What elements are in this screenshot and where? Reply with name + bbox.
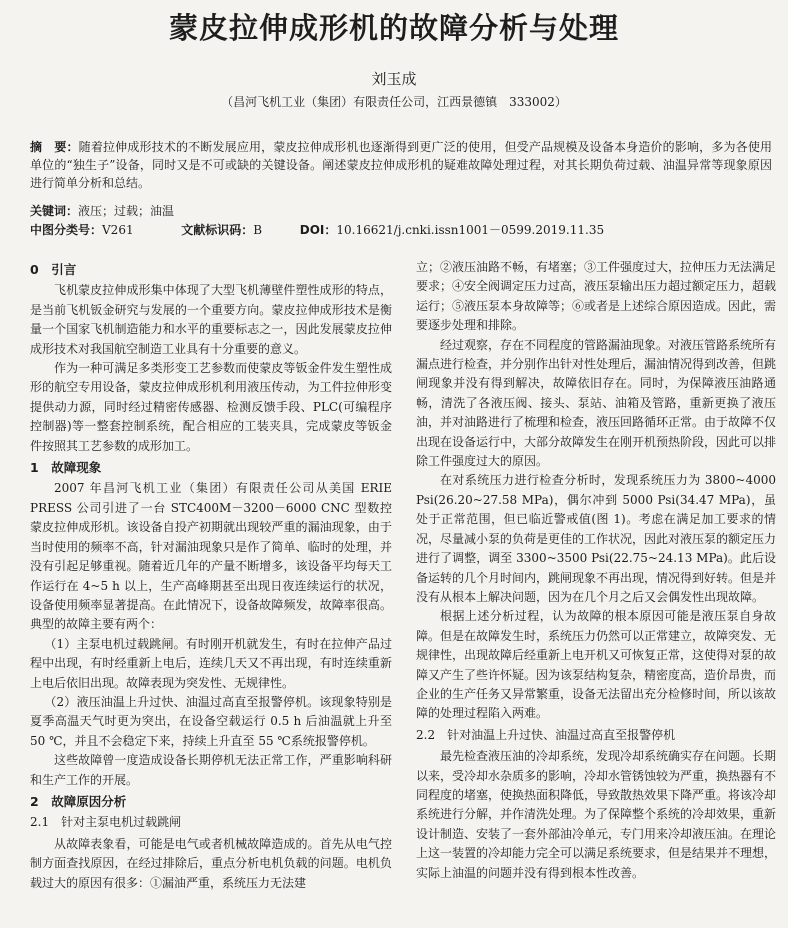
paragraph: 最先检查液压油的冷却系统，发现冷却系统确实存在问题。长期以来，受冷却水杂质多的影响，冷却水管锈蚀较为严重，换热器有不同程度的堵塞，使换热面积降低，导致散热效果下降严重。将该冷却系统进行分解，并作清洗处理。为了保障整个系统的冷却效果，重新设计制造、安装了一套外部油冷单元，专门用来冷却液压油。在理论上这一装置的冷却能力完全可以满足系统要求，但是结果并不理想，实际上油温的问题并没有得到根本性改善。 — [416, 749, 777, 880]
affiliation: （昌河飞机工业（集团）有限责任公司，江西景德镇 333002） — [221, 95, 567, 109]
abstract-text: 随着拉伸成形技术的不断发展应用，蒙皮拉伸成形机也逐渐得到更广泛的使用，但受产品规模及设备本身造价的影响，多为各使用单位的“独生子”设备，同时又是不可或缺的关键设备。阐述蒙皮拉伸成形机的疑难故障处理过程，对其长期负荷过载、油温异常等现象原因进行简单分析和总结。 — [30, 140, 772, 190]
paragraph: 飞机蒙皮拉伸成形集中体现了大型飞机薄壁件塑性成形的特点，是当前飞机钣金研究与发展的一个重要方向。蒙皮拉伸成形技术是衡量一个国家飞机制造能力和水平的重要标志之一，因此发展蒙皮拉伸成形技术对我国航空制造工业具有十分重要的意义。 — [30, 283, 392, 356]
section-heading-cause: 2 故障原因分析 — [30, 793, 127, 809]
paragraph: 在对系统压力进行检查分析时，发现系统压力为 3800~4000 Psi(26.20~27.58 MPa)，偶尔冲到 5000 Psi(34.47 MPa)，虽处于正常范围，但已临近警戒值(图 1)。考虑在满足加工要求的情况，尽量减小泵的负荷是更佳的工作状况，因此对液压泵的额定压力进行了调整，调至 3300~3500 Psi(22.75~24.13 MPa)。此后设备运转的几个月时间内，跳闸现象不再出现，情况得到好转。但是并没有从根本上解决问题，因为在几个月之后又会偶发性出现故障。 — [416, 473, 777, 604]
abstract — [30, 138, 772, 192]
classification-line — [30, 221, 772, 239]
doi-label: DOI： — [299, 223, 337, 237]
doc-code-label: 文献标识码： — [181, 223, 254, 237]
section-heading-fault: 1 故障现象 — [30, 460, 102, 476]
paragraph: 这些故障曾一度造成设备长期停机无法正常工作，严重影响科研和生产工作的开展。 — [30, 753, 392, 787]
paragraph: 经过观察，存在不同程度的管路漏油现象。对液压管路系统所有漏点进行检查，并分别作出针对性处理后，漏油情况得到改善，但跳闸现象并没有得到解决，故障依旧存在。同时，为保障液压油路通畅，清洗了各液压阀、接头、泵站、油箱及管路，重新更换了液压油，并对油路进行了梳理和检查，液压回路循环正常。由于故障不仅出现在设备运行中，大部分故障发生在刚开机预热阶段，因此可以排除工件强度过大的原因。 — [416, 337, 777, 469]
classification-label: 中图分类号： — [30, 223, 103, 237]
doi-value: 10.16621/j.cnki.issn1001－0599.2019.11.35 — [336, 223, 605, 237]
classification-value: V261 — [102, 223, 134, 237]
subsection-heading-2-1: 2.1 针对主泵电机过载跳闸 — [30, 815, 182, 830]
paragraph: 从故障表象看，可能是电气或者机械故障造成的。首先从电气控制方面查找原因，在经过排除后，重点分析电机负载的问题。电机负载过大的原因有很多：①漏油严重，系统压力无法建 — [30, 836, 392, 890]
subsection-heading-2-2: 2.2 针对油温上升过快、油温过高直至报警停机 — [416, 727, 676, 742]
keywords — [30, 202, 772, 220]
right-column — [416, 258, 776, 883]
keywords-label: 关键词： — [30, 204, 79, 218]
abstract-label: 摘 要： — [30, 140, 79, 154]
author: 刘玉成 — [371, 70, 417, 88]
keywords-text: 液压；过载；油温 — [78, 204, 175, 218]
doc-code-value: B — [253, 223, 263, 237]
paragraph: （1）主泵电机过载跳闸。有时刚开机就发生，有时在拉伸产品过程中出现，有时经重新上电后，连续几天又不再出现，有时连续重新上电后依旧出现。故障表现为突发性、无规律性。 — [30, 636, 392, 690]
section-heading-intro: 0 引言 — [30, 262, 77, 277]
paper-title: 蒙皮拉伸成形机的故障分析与处理 — [168, 11, 619, 45]
paragraph: 根据上述分析过程，认为故障的根本原因可能是液压泵自身故障。但是在故障发生时，系统压力仍然可以正常建立，故障突发、无规律性，出现故障后经重新上电开机又可恢复正常，这使得对泵的故障又产生了些许怀疑。因为该泵结构复杂，精密度高，造价昂贵，而企业的生产任务又异常繁重，设备无法留出充分检修时间，所以该故障的处理过程陷入两难。 — [416, 609, 777, 721]
paragraph: 作为一种可满足多类形变工艺参数而使蒙皮等钣金件发生塑性成形的航空专用设备，蒙皮拉伸成形机利用液压传动，为工件拉伸形变提供动力源，同时经过精密传感器、检测反馈手段、PLC(可编程序控制器)等一整套控制系统，配合相应的工装夹具，完成蒙皮等钣金件按照其工艺参数的成形加工。 — [30, 361, 392, 453]
left-column — [30, 258, 392, 893]
paragraph: 2007 年昌河飞机工业（集团）有限责任公司从美国 ERIE PRESS 公司引进了一台 STC400M－3200－6000 CNC 型数控蒙皮拉伸成形机。该设备自投产初期就出现较严重的漏油现象，由于当时使用的频率不高，针对漏油现象只是作了简单、临时的处理，并没有引起足够重视。随着近几年的产量不断增多，该设备平均每天工作运行在 4~5 h 以上，生产高峰期甚至出现日夜连续运行的状况，设备使用频率显著提高。在此情况下，设备故障频发，故障率很高。典型的故障主要有两个： — [30, 481, 392, 632]
paragraph: 立；②液压油路不畅，有堵塞；③工件强度过大，拉伸压力无法满足要求；④安全阀调定压力过高，液压泵输出压力超过额定压力，超载运行；⑤液压泵本身故障等；⑥或者是上述综合原因造成。因此，需要逐步处理和排除。 — [416, 260, 777, 333]
paragraph: （2）液压油温上升过快、油温过高直至报警停机。该现象特别是夏季高温天气时更为突出，在设备空载运行 0.5 h 后油温就上升至 50 ℃，并且不会稳定下来，持续上升直至 55 ℃系统报警停机。 — [30, 694, 392, 748]
